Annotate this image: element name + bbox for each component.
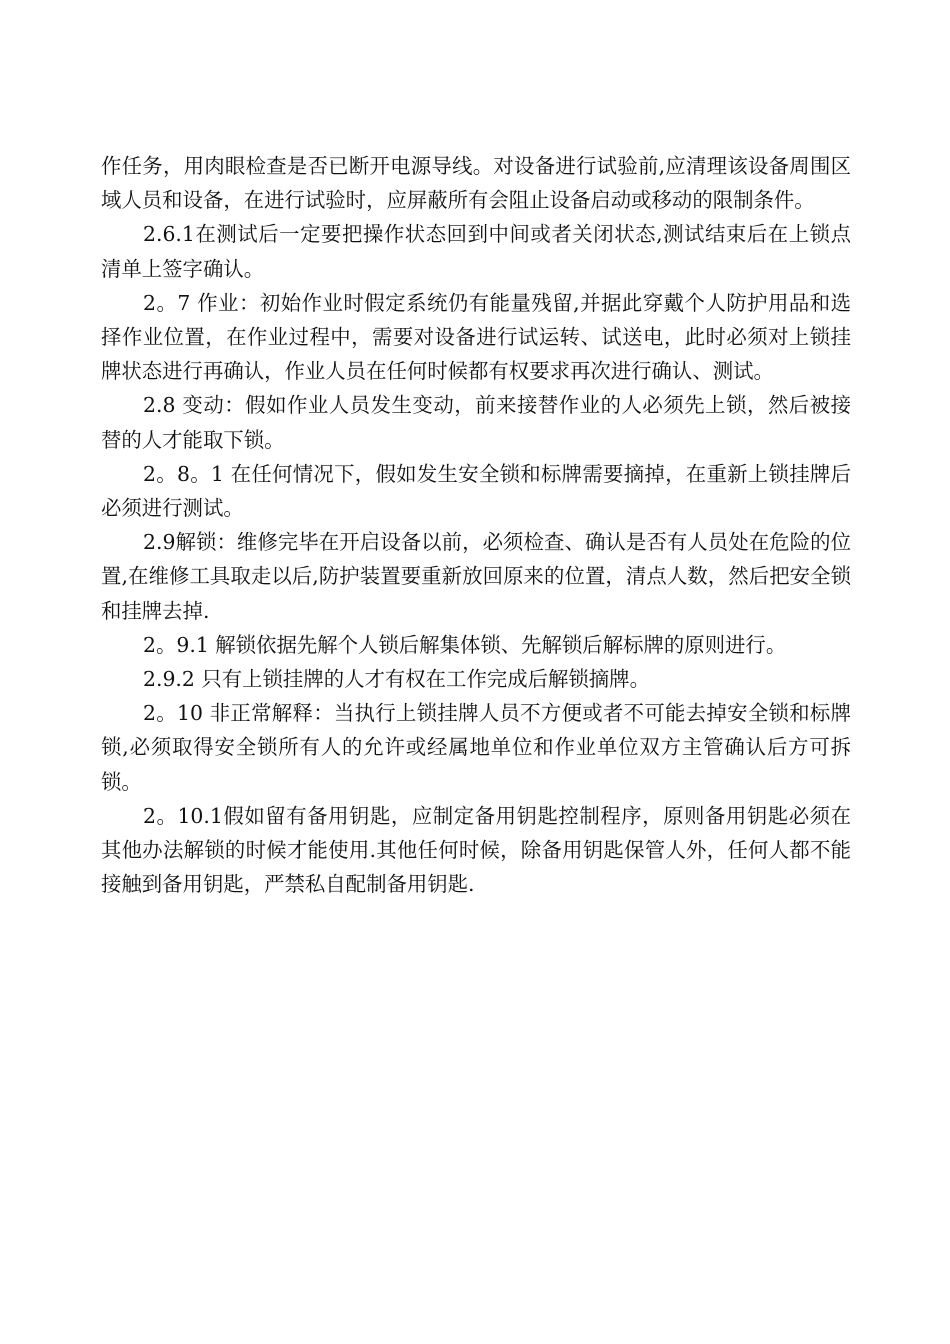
paragraph-continuation: 作任务，用肉眼检查是否已断开电源导线。对设备进行试验前,应清理该设备周围区域人员和设备，在进行试验时，应屏蔽所有会阻止设备启动或移动的限制条件。 [101, 154, 851, 213]
paragraph-2-8-1: 2。8。1 在任何情况下，假如发生安全锁和标牌需要摘掉，在重新上锁挂牌后必须进行测试。 [101, 461, 851, 521]
paragraph-2-6-1: 2.6.1在测试后一定要把操作状态回到中间或者关闭状态,测试结束后在上锁点清单上签字确认。 [101, 222, 851, 281]
paragraph-2-9-2: 2.9.2 只有上锁挂牌的人才有权在工作完成后解锁摘牌。 [143, 667, 650, 692]
paragraph-2-9-1: 2。9.1 解锁依据先解个人锁后解集体锁、先解锁后解标牌的原则进行。 [143, 632, 787, 657]
paragraph-2-10: 2。10 非正常解释：当执行上锁挂牌人员不方便或者不可能去掉安全锁和标牌锁,必须取得安全锁所有人的允许或经属地单位和作业单位双方主管确认后方可拆锁。 [101, 701, 851, 794]
paragraph-2-9: 2.9解锁：维修完毕在开启设备以前，必须检查、确认是否有人员处在危险的位置,在维修工具取走以后,防护装置要重新放回原来的位置，清点人数，然后把安全锁和挂牌去掉. [101, 530, 851, 623]
paragraph-2-8: 2.8 变动：假如作业人员发生变动，前来接替作业的人必须先上锁，然后被接替的人才能取下锁。 [101, 393, 851, 452]
document-body [101, 149, 851, 901]
paragraph-2-10-1: 2。10.1假如留有备用钥匙，应制定备用钥匙控制程序，原则备用钥匙必须在其他办法解锁的时候才能使用.其他任何时候，除备用钥匙保管人外，任何人都不能接触到备用钥匙，严禁私自配制备用钥匙. [101, 803, 851, 897]
paragraph-2-7: 2。7 作业：初始作业时假定系统仍有能量残留,并据此穿戴个人防护用品和选择作业位置，在作业过程中，需要对设备进行试运转、试送电，此时必须对上锁挂牌状态进行再确认，作业人员在任何时候都有权要求再次进行确认、测试。 [101, 290, 851, 384]
